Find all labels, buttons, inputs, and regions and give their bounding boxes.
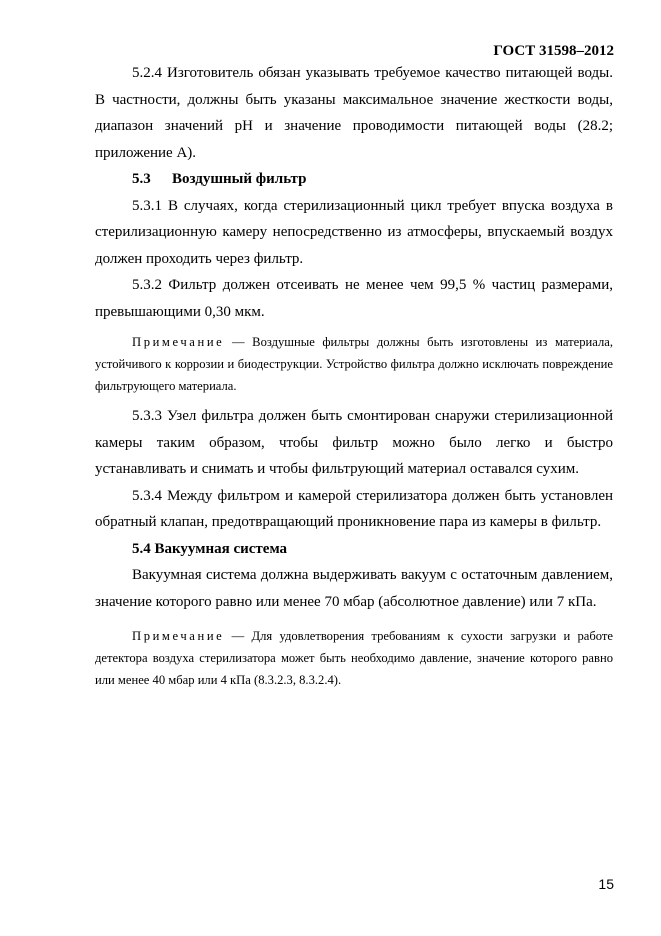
paragraph-5-4: Вакуумная система должна выдерживать вакуум с остаточным давлением, значение которого равно или менее 70 мбар (абсолютное давление) или 7 кПа. [95, 567, 613, 610]
page-number: 15 [598, 876, 614, 892]
note-text: — Воздушные фильтры должны быть изготовлены из материала, устойчивого к коррозии и биодеструкции. Устройство фильтра должно исключать повреждение фильтрующего материала. [95, 335, 613, 393]
paragraph-5-3-2: 5.3.2 Фильтр должен отсеивать не менее чем 99,5 % частиц размерами, превышающими 0,30 мкм. [95, 277, 613, 320]
heading-5-3-title: Воздушный фильтр [172, 171, 307, 187]
heading-5-3 [95, 166, 613, 193]
paragraph-5-3-3: 5.3.3 Узел фильтра должен быть смонтирован снаружи стерилизационной камеры таким образом, чтобы фильтр можно было легко и быстро устанавливать и снимать и чтобы фильтрующий материал оставался сухим. [95, 408, 613, 477]
document-header: ГОСТ 31598–2012 [493, 43, 614, 59]
note-label: Примечание [132, 335, 225, 349]
heading-5-3-number: 5.3 [132, 171, 151, 187]
note-vacuum [95, 625, 613, 691]
paragraph-5-2-4: 5.2.4 Изготовитель обязан указывать требуемое качество питающей воды. В частности, должны быть указаны максимальное значение жесткости воды, диапазон значений pH и значение проводимости питающей воды (28.2; приложение А). [95, 65, 613, 161]
paragraph-5-3-4: 5.3.4 Между фильтром и камерой стерилизатора должен быть установлен обратный клапан, предотвращающий проникновение пара из камеры в фильтр. [95, 487, 613, 530]
note-text: — Для удовлетворения требованиям к сухости загрузки и работе детектора воздуха стерилизатора может быть необходимо давление, значение которого равно или менее 40 мбар или 4 кПа (8.3.2.3, 8.3.2.4). [95, 629, 613, 687]
page-content [95, 60, 613, 697]
paragraph-5-3-1: 5.3.1 В случаях, когда стерилизационный цикл требует впуска воздуха в стерилизационную камеру непосредственно из атмосферы, впускаемый воздух должен проходить через фильтр. [95, 197, 613, 267]
note-air-filter [95, 331, 613, 397]
note-label: Примечание [132, 629, 225, 643]
heading-5-4: 5.4 Вакуумная система [132, 540, 288, 557]
